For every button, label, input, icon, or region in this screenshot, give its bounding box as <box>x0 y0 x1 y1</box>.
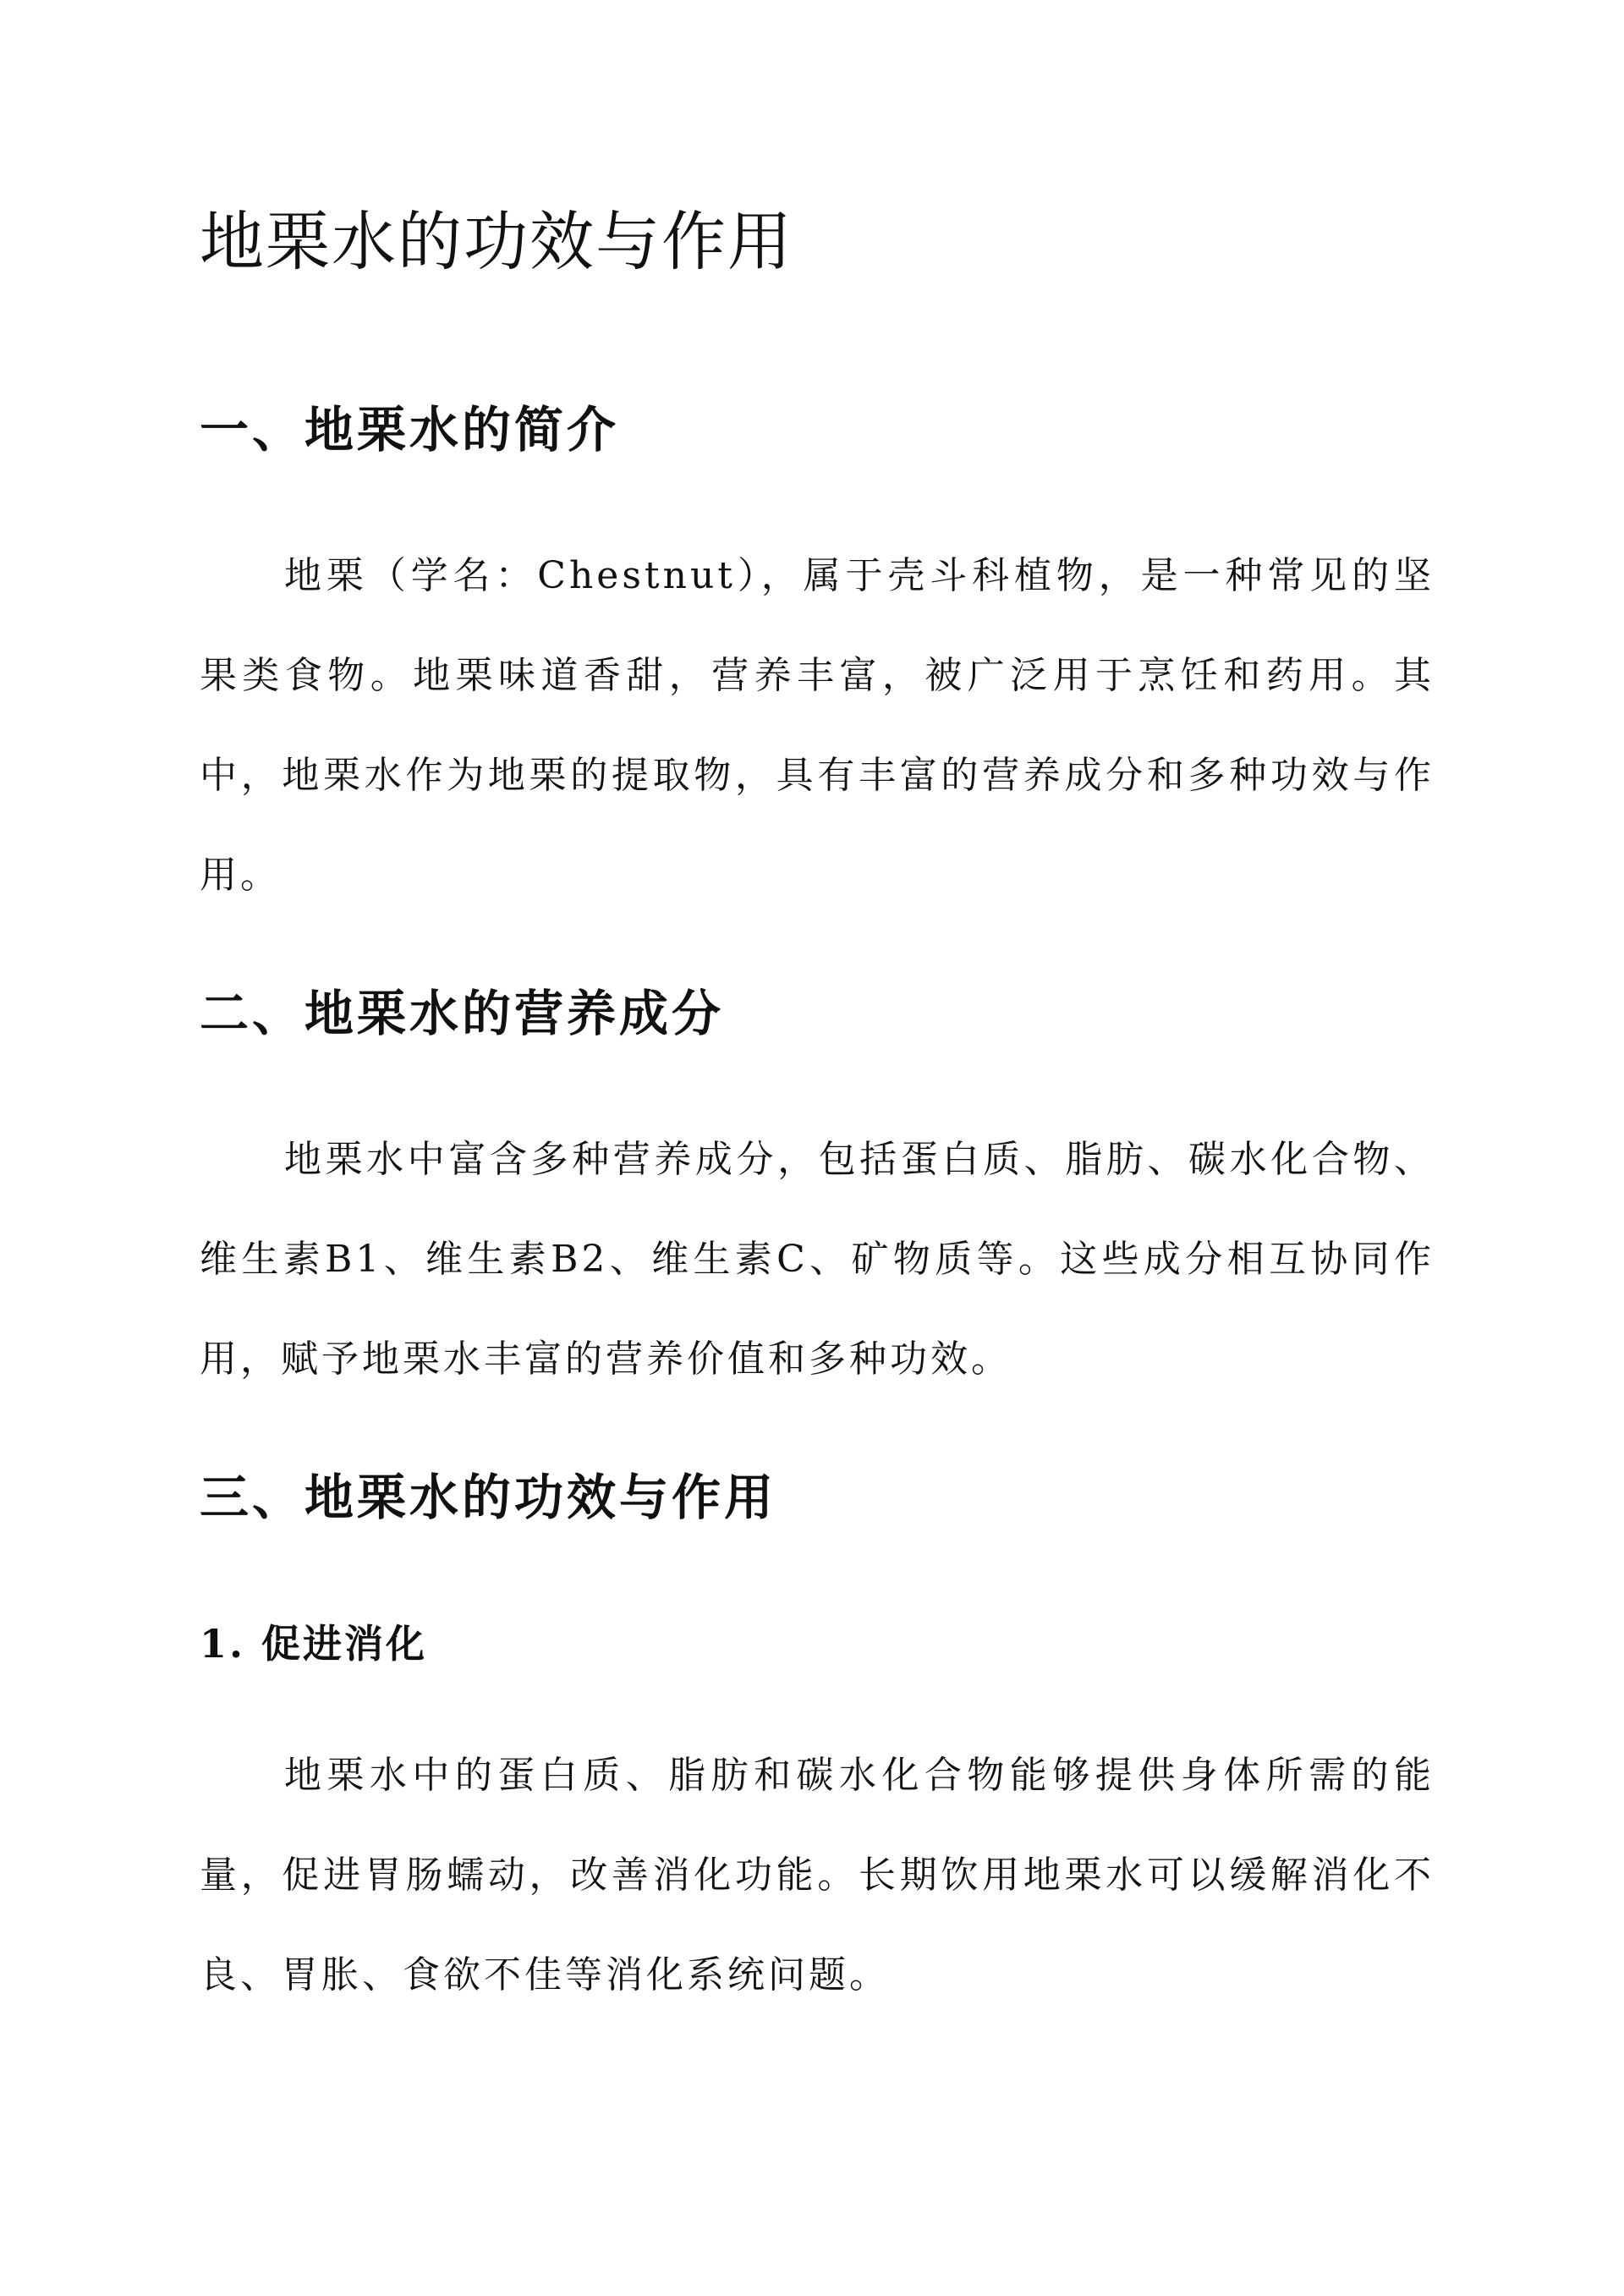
section-heading-intro: 一、地栗水的简介 <box>200 401 620 459</box>
section-heading-benefits: 三、地栗水的功效与作用 <box>200 1469 777 1526</box>
document-title: 地栗水的功效与作用 <box>200 204 793 279</box>
subsection-heading-digestion: 1. 促进消化 <box>200 1621 428 1667</box>
section-heading-nutrition: 二、地栗水的营养成分 <box>200 985 725 1042</box>
subsection-paragraph-digestion: 地栗水中的蛋白质、脂肪和碳水化合物能够提供身体所需的能量，促进胃肠蠕动，改善消化功能。长期饮用地栗水可以缓解消化不良、胃胀、食欲不佳等消化系统问题。 <box>200 1754 1435 1997</box>
section-paragraph-intro: 地栗（学名：Chestnut），属于壳斗科植物，是一种常见的坚果类食物。地栗味道香甜，营养丰富，被广泛用于烹饪和药用。其中，地栗水作为地栗的提取物，具有丰富的营养成分和多种功效与作用。 <box>200 554 1435 897</box>
section-paragraph-nutrition: 地栗水中富含多种营养成分，包括蛋白质、脂肪、碳水化合物、维生素B1、维生素B2、维生素C、矿物质等。这些成分相互协同作用，赋予地栗水丰富的营养价值和多种功效。 <box>200 1138 1435 1381</box>
